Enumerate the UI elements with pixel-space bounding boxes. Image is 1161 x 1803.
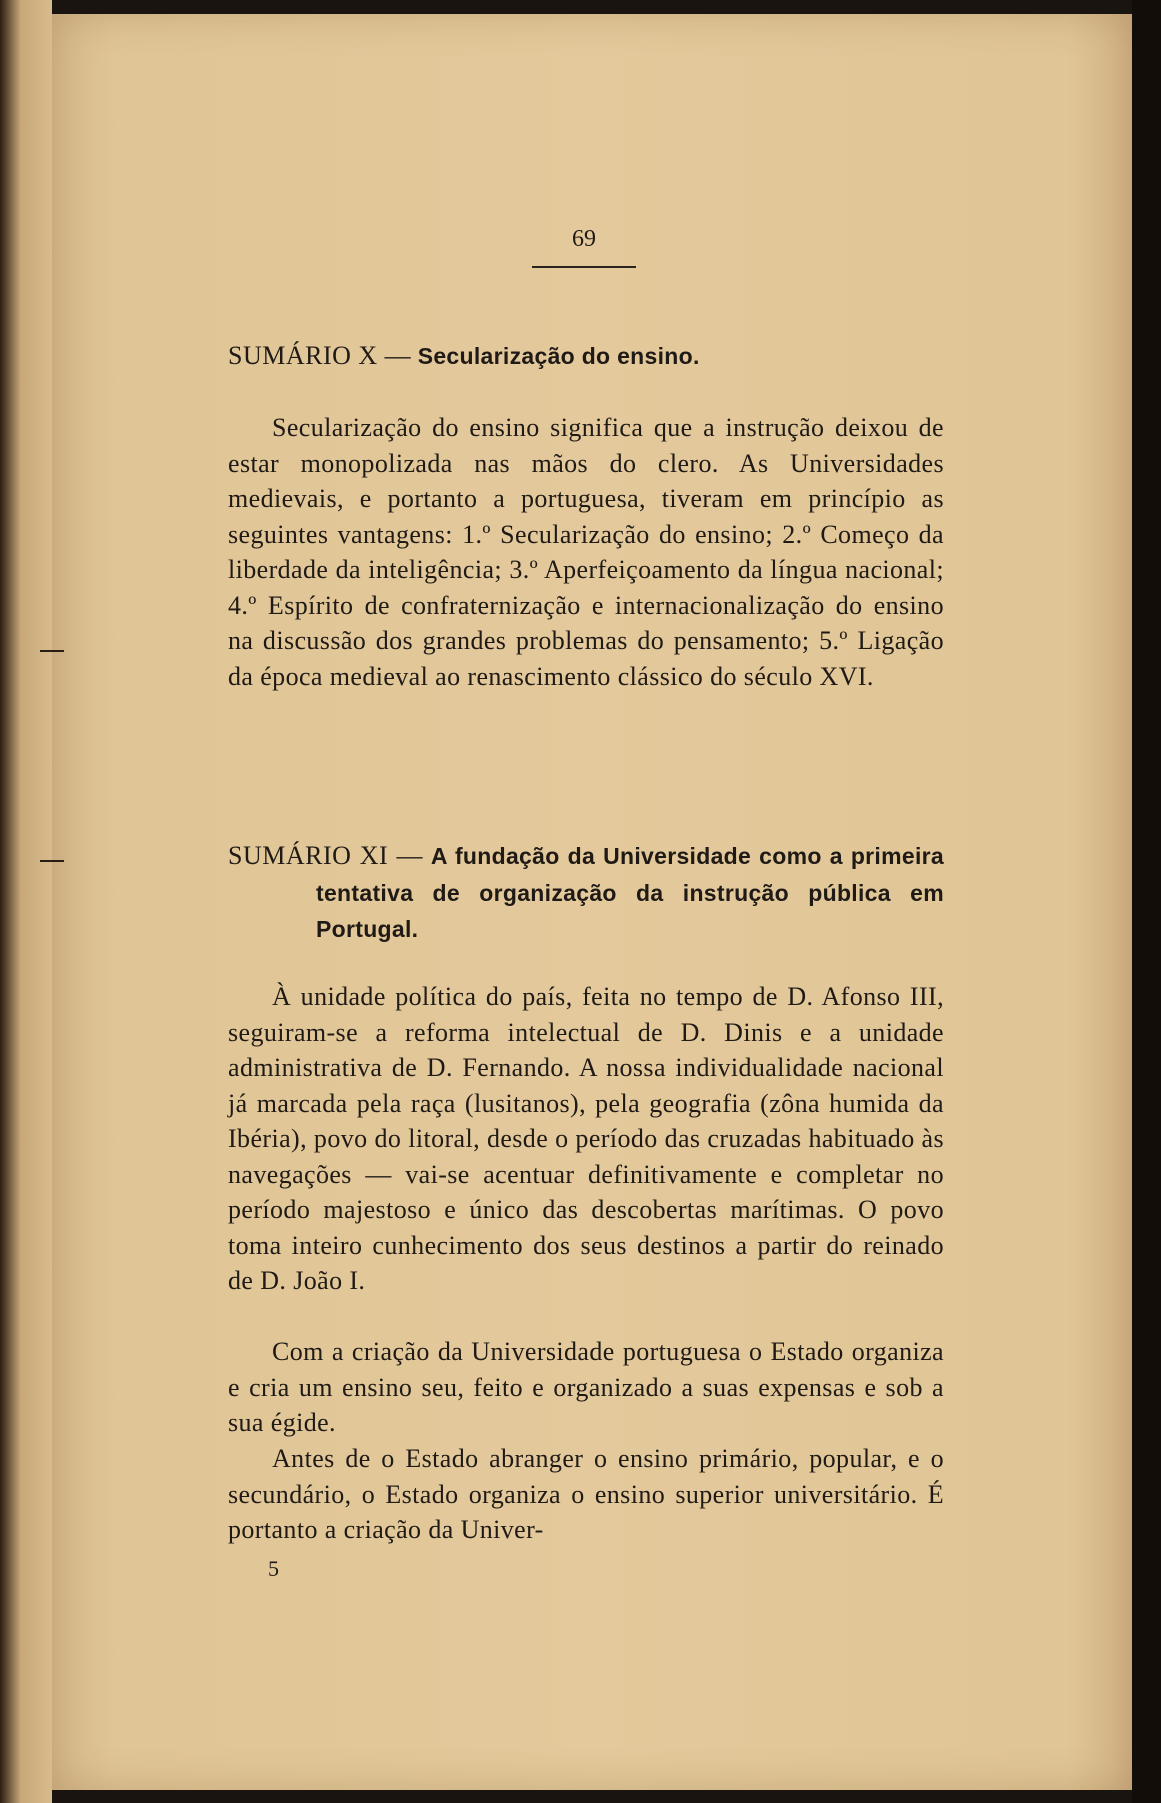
margin-tick-mark: [40, 860, 64, 862]
margin-tick-mark: [40, 650, 64, 652]
body-paragraph: Antes de o Estado abranger o ensino primário, popular, e o secundário, o Estado organiza o ensino superior universitário. É portanto a criação da Univer-: [228, 1444, 944, 1544]
summary-xi-heading: [228, 838, 944, 948]
signature-mark: 5: [268, 1556, 279, 1581]
body-paragraph: Com a criação da Universidade portuguesa o Estado organiza e cria um ensino seu, feito e organizado a suas expensas e sob a sua égide.: [228, 1337, 944, 1437]
summary-x-heading: [228, 338, 944, 375]
body-paragraph: À unidade política do país, feita no tempo de D. Afonso III, seguiram-se a reforma intelectual de D. Dinis e a unidade administrativa de D. Fernando. A nossa individualidade nacional já marcada pela raça (lusitanos), pela geografia (zôna humida da Ibéria), povo do litoral, desde o período das cruzadas habituado às navegações — vai-se acentuar definitivamente e completar no período majestoso e único das descobertas marítimas. O povo toma inteiro cunhecimento dos seus destinos a partir do reinado de D. João I.: [228, 982, 944, 1295]
summary-x-body: Secularização do ensino significa que a instrução deixou de estar monopolizada nas mãos do clero. As Universidades medievais, e portanto a portuguesa, tiveram em princípio as seguintes vantagens: 1.º Secularização do ensino; 2.º Começo da liberdade da inteligência; 3.º Aperfeiçoamento da língua nacional; 4.º Espírito de confraternização e internacionalização do ensino na discussão dos grandes problemas do pensamento; 5.º Ligação da época medieval ao renascimento clássico do século XVI.: [228, 413, 944, 691]
page-number: 69: [572, 226, 596, 252]
summary-x-label: SUMÁRIO X —: [228, 341, 412, 370]
summary-xi-label: SUMÁRIO XI —: [228, 841, 424, 870]
binding-edge: [0, 0, 52, 1803]
summary-x-title: Secularização do ensino.: [417, 343, 700, 369]
page-number-rule: [532, 266, 636, 268]
scan-border: [1132, 0, 1161, 1803]
summary-xi-title: A fundação da Universidade como a primeira tentativa de organização da instrução pública em Portugal.: [316, 843, 944, 942]
